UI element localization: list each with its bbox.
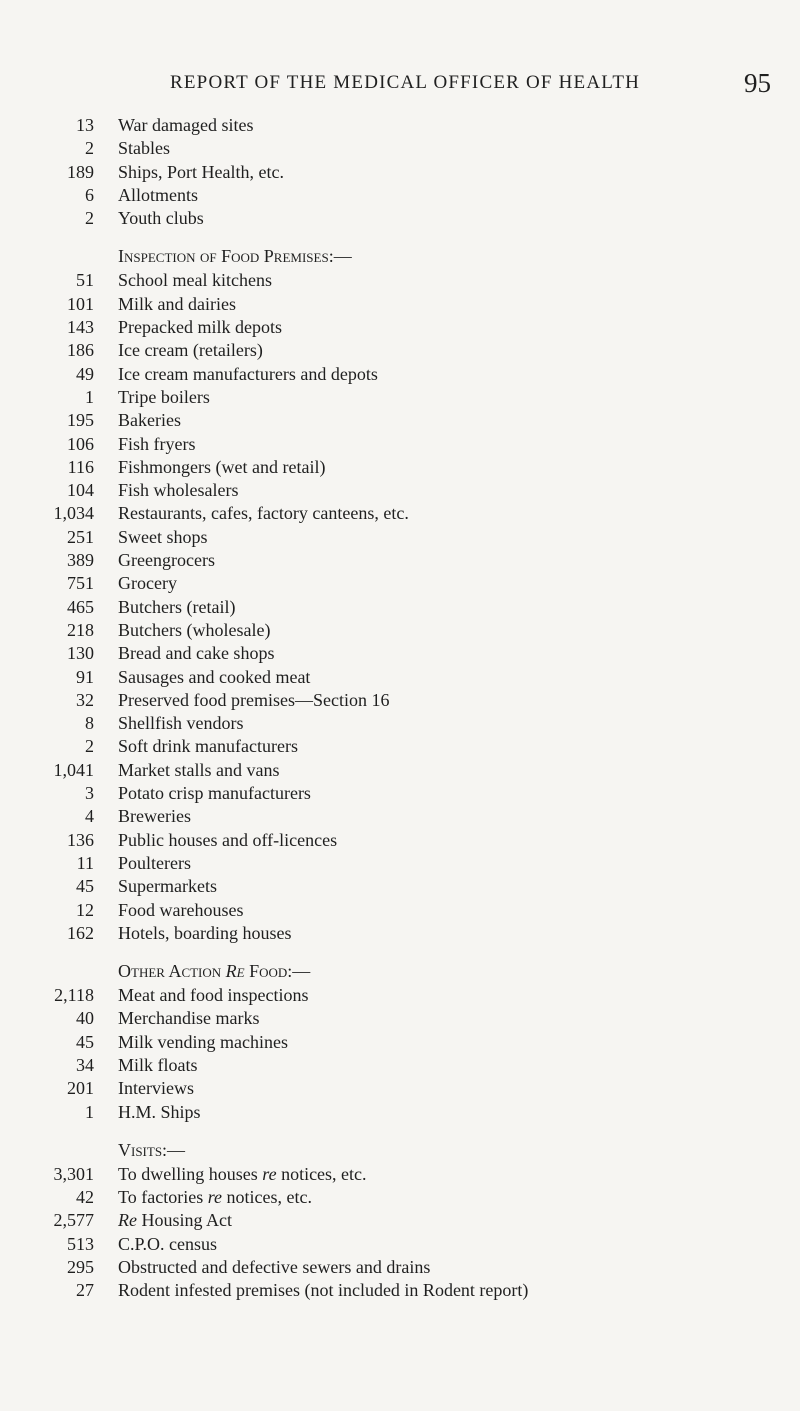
item-count: 1 — [85, 1101, 94, 1122]
item-label: Stables — [118, 138, 170, 159]
item-count: 130 — [67, 643, 94, 664]
list-item — [0, 899, 800, 922]
item-label: Fish wholesalers — [118, 480, 239, 501]
list-item — [0, 137, 800, 160]
item-label: Re Housing Act — [118, 1210, 232, 1231]
report-section — [0, 243, 800, 945]
item-count: 251 — [67, 526, 94, 547]
item-label: Supermarkets — [118, 876, 217, 897]
item-count: 2 — [85, 736, 94, 757]
list-item — [0, 1031, 800, 1054]
list-item — [0, 922, 800, 945]
section-heading: Visits:— — [118, 1139, 186, 1160]
item-label: Butchers (retail) — [118, 596, 236, 617]
item-count: 8 — [85, 713, 94, 734]
item-count: 42 — [76, 1187, 94, 1208]
item-label: Rodent infested premises (not included in Rodent report) — [118, 1280, 529, 1301]
item-count: 6 — [85, 184, 94, 205]
item-label: Milk and dairies — [118, 293, 236, 314]
item-label: Prepacked milk depots — [118, 317, 282, 338]
item-label: Ice cream (retailers) — [118, 340, 263, 361]
section-heading: Other Action Re Food:— — [118, 961, 311, 982]
list-item — [0, 572, 800, 595]
item-label: Hotels, boarding houses — [118, 922, 292, 943]
list-item — [0, 666, 800, 689]
item-count: 40 — [76, 1008, 94, 1029]
item-count: 2,118 — [54, 985, 94, 1006]
list-item — [0, 1163, 800, 1186]
item-count: 51 — [76, 270, 94, 291]
item-count: 45 — [76, 876, 94, 897]
item-label: Interviews — [118, 1078, 194, 1099]
item-count: 2 — [85, 138, 94, 159]
list-item — [0, 433, 800, 456]
list-item — [0, 1101, 800, 1124]
page-header — [0, 68, 800, 98]
list-item — [0, 1209, 800, 1232]
list-item — [0, 293, 800, 316]
section-heading: Inspection of Food Premises:— — [118, 246, 352, 267]
item-count: 106 — [67, 433, 94, 454]
list-item — [0, 596, 800, 619]
list-item — [0, 1186, 800, 1209]
list-item — [0, 1077, 800, 1100]
item-count: 389 — [67, 550, 94, 571]
item-count: 2 — [85, 208, 94, 229]
list-item — [0, 759, 800, 782]
item-count: 34 — [76, 1054, 94, 1075]
item-count: 2,577 — [53, 1210, 94, 1231]
item-count: 116 — [67, 456, 94, 477]
item-count: 1,041 — [53, 759, 94, 780]
report-content — [0, 114, 800, 1303]
item-label: Greengrocers — [118, 550, 215, 571]
item-count: 11 — [76, 852, 94, 873]
item-count: 12 — [76, 899, 94, 920]
item-count: 162 — [67, 922, 94, 943]
item-count: 3,301 — [53, 1163, 94, 1184]
item-label: Allotments — [118, 184, 198, 205]
item-label: Restaurants, cafes, factory canteens, etc. — [118, 503, 409, 524]
item-label: Soft drink manufacturers — [118, 736, 298, 757]
item-count: 32 — [76, 689, 94, 710]
list-item — [0, 479, 800, 502]
item-label: Bread and cake shops — [118, 643, 275, 664]
item-label: School meal kitchens — [118, 270, 272, 291]
item-label: Public houses and off-licences — [118, 829, 338, 850]
item-label: To factories re notices, etc. — [118, 1187, 312, 1208]
item-count: 201 — [67, 1078, 94, 1099]
item-label: War damaged sites — [118, 115, 254, 135]
report-section — [0, 1137, 800, 1303]
item-count: 189 — [67, 161, 94, 182]
item-label: Ships, Port Health, etc. — [118, 161, 284, 182]
item-label: Butchers (wholesale) — [118, 619, 271, 640]
list-item — [0, 339, 800, 362]
list-item — [0, 1007, 800, 1030]
item-count: 465 — [67, 596, 94, 617]
list-item — [0, 984, 800, 1007]
item-label: H.M. Ships — [118, 1101, 201, 1122]
item-count: 751 — [67, 573, 94, 594]
item-label: Market stalls and vans — [118, 759, 280, 780]
item-count: 3 — [85, 783, 94, 804]
list-item — [0, 114, 800, 137]
list-item — [0, 456, 800, 479]
item-label: Preserved food premises—Section 16 — [118, 689, 390, 710]
item-label: Meat and food inspections — [118, 985, 309, 1006]
item-count: 49 — [76, 363, 94, 384]
list-item — [0, 1256, 800, 1279]
list-item — [0, 805, 800, 828]
page-number: 95 — [744, 68, 771, 98]
list-item — [0, 409, 800, 432]
list-item — [0, 549, 800, 572]
item-label: Potato crisp manufacturers — [118, 783, 311, 804]
item-label: Tripe boilers — [118, 386, 210, 407]
item-label: Youth clubs — [118, 208, 204, 229]
item-count: 91 — [76, 666, 94, 687]
list-item — [0, 207, 800, 230]
list-item — [0, 875, 800, 898]
item-count: 143 — [67, 317, 94, 338]
item-count: 218 — [67, 619, 94, 640]
item-label: Ice cream manufacturers and depots — [118, 363, 378, 384]
item-label: Obstructed and defective sewers and drains — [118, 1257, 431, 1278]
list-item — [0, 386, 800, 409]
item-label: Food warehouses — [118, 899, 244, 920]
item-count: 195 — [67, 410, 94, 431]
item-count: 295 — [67, 1257, 94, 1278]
list-item — [0, 712, 800, 735]
item-label: Shellfish vendors — [118, 713, 244, 734]
report-section — [0, 958, 800, 1124]
list-item — [0, 782, 800, 805]
item-label: Fish fryers — [118, 433, 196, 454]
list-item — [0, 735, 800, 758]
list-item — [0, 1054, 800, 1077]
item-label: Merchandise marks — [118, 1008, 260, 1029]
item-count: 513 — [67, 1233, 94, 1254]
report-section — [0, 114, 800, 230]
item-count: 101 — [67, 293, 94, 314]
list-item — [0, 852, 800, 875]
list-item — [0, 316, 800, 339]
running-title: REPORT OF THE MEDICAL OFFICER OF HEALTH — [170, 72, 641, 93]
item-label: C.P.O. census — [118, 1233, 218, 1254]
list-item — [0, 1279, 800, 1302]
list-item — [0, 642, 800, 665]
item-label: Sausages and cooked meat — [118, 666, 311, 687]
item-count: 4 — [85, 806, 94, 827]
list-item — [0, 184, 800, 207]
item-count: 27 — [76, 1280, 94, 1301]
item-label: Bakeries — [118, 410, 181, 431]
list-item — [0, 363, 800, 386]
item-count: 45 — [76, 1031, 94, 1052]
list-item — [0, 829, 800, 852]
item-label: Breweries — [118, 806, 191, 827]
list-item — [0, 619, 800, 642]
item-count: 1 — [85, 386, 94, 407]
item-label: Fishmongers (wet and retail) — [118, 456, 326, 477]
item-count: 136 — [67, 829, 94, 850]
item-count: 1,034 — [53, 503, 94, 524]
list-item — [0, 689, 800, 712]
item-label: Sweet shops — [118, 526, 208, 547]
list-item — [0, 1233, 800, 1256]
item-label: Poulterers — [118, 852, 191, 873]
item-label: Milk vending machines — [118, 1031, 288, 1052]
item-count: 104 — [67, 480, 94, 501]
item-count: 13 — [76, 115, 94, 135]
item-label: Grocery — [118, 573, 177, 594]
item-count: 186 — [67, 340, 94, 361]
list-item — [0, 269, 800, 292]
list-item — [0, 526, 800, 549]
list-item — [0, 502, 800, 525]
item-label: To dwelling houses re notices, etc. — [118, 1163, 367, 1184]
list-item — [0, 161, 800, 184]
item-label: Milk floats — [118, 1054, 198, 1075]
